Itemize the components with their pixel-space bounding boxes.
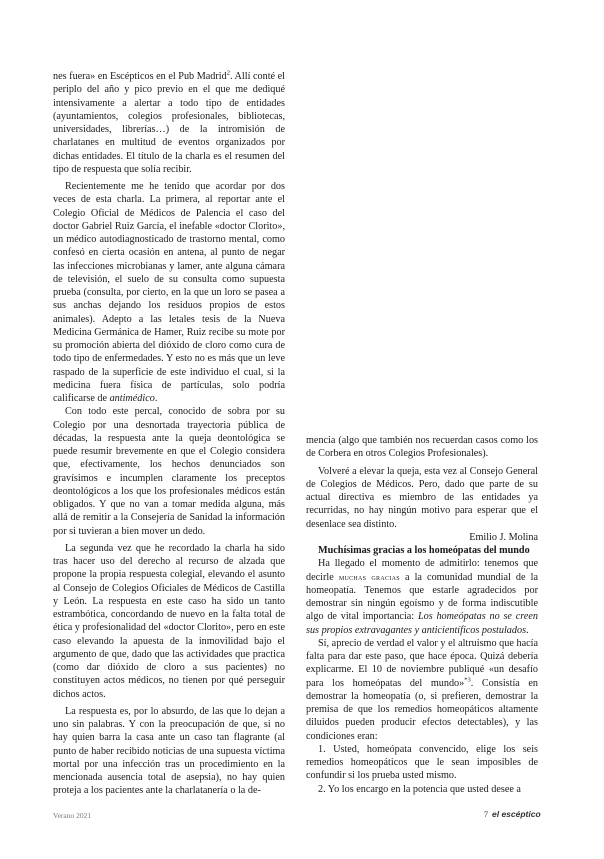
right-column	[306, 434, 538, 796]
footnote-ref: 2	[226, 69, 230, 77]
left-column	[53, 70, 285, 798]
paragraph: La segunda vez que he recordado la charla ha sido tras hacer uso del derecho al recurso de alzada que propone la propia respuesta colegial, elevando el asunto al Consejo de Colegios Oficiales de Médicos de Castilla y León. La respuesta en este caso ha sido un tanto estrambótica, concordando de nuevo en la falta total de ética y profesionalidad del «doctor Clorito», pero en este caso elevando la apuesta de la inmovilidad bajo el argumento de que, dado que las actividades que practica (como dar dióxido de cloro a sus pacientes) no constituyen actos médicos, no tienen por qué perseguir dichos actos.	[53, 542, 285, 700]
paragraph: Ha llegado el momento de admitirlo: tenemos que decirle muchas gracias a la comunidad mundial de la homeopatía. Tenemos que estarle agradecidos por demostrar sin ningún egoísmo y de forma indiscutible algo de vital importancia: Los homeópatas no se creen sus propios extravagantes y anticientíficos postulados.	[306, 558, 538, 636]
magazine-name: el escéptico	[492, 809, 541, 819]
paragraph: nes fuera» en Escépticos en el Pub Madrid$^2$. Allí conté el periplo del año y pico previo en el que me dediqué intensivamente a alertar a todo tipo de entidades (ayuntamientos, colegios profesionales, bibliotecas, universidades, librerías…) de la intromisión de charlatanes en multitud de eventos organizados por dichas entidades. El título de la charla es el resumen del tipo de respuesta que solía recibir.	[53, 69, 286, 175]
paragraph: mencia (algo que también nos recuerdan casos como los de Corbera en otros Colegios Profesionales).	[306, 435, 538, 460]
paragraph: Sí, aprecio de verdad el valor y el altruismo que hacía falta para dar este paso, que hace época. Quizá debería explicarme. El 10 de noviembre publiqué «un desafío para los homeópatas del mundo»$^{*3}$. Consistía en demostrar la homeopatía (o, si prefieren, demostrar la premisa de que los remedios homeopáticos altamente diluidos pueden producir efectos detectables), y las condiciones eran:	[306, 637, 538, 742]
page-number: 7	[484, 810, 488, 819]
author-signature: Emilio J. Molina	[469, 531, 538, 543]
list-item: 2. Yo los encargo en la potencia que usted desee a	[318, 783, 521, 795]
footnote-ref: *3	[464, 676, 471, 684]
paragraph: Volveré a elevar la queja, esta vez al Consejo General de Colegios de Médicos. Pero, dado que parte de su actual directiva es miembro de las entidades ya recurridas, no hay ningún motivo para esperar que el desenlace sea distinto.	[306, 465, 538, 530]
page-footer	[484, 809, 541, 819]
section-title: Muchísimas gracias a los homeópatas del mundo	[318, 545, 530, 556]
paragraph: Recientemente me he tenido que acordar por dos veces de esta charla. La primera, al reportar ante el Colegio Oficial de Médicos de Palencia el caso del doctor Gabriel Ruiz García, el inefable «doctor Clorito», un médico autodiagnosticado de trastorno mental, como confesó en cierta ocasión en antena, al punto de negar las infecciones microbianas y lamer, ante alguna cámara de televisión, el suelo de su consulta como supuesta prueba (consulta, por cierto, en la que un loro se pasea a sus anchas dejando los residuos propios de estos animales). Adepto a las letales tesis de la Nueva Medicina Germánica de Hamer, Ruiz recibe su mote por su promoción abierta del dióxido de cloro como cura de todo tipo de enfermedades. Y esto no es más que un leve raspado de la superficie de este individuo el cual, si la medicina fuera física de partículas, solo podría calificarse de antimédico.	[53, 181, 285, 404]
paragraph: Con todo este percal, conocido de sobra por su Colegio por una desnortada trayectoria pública de décadas, la respuesta ante la queja deontológica se puede resumir brevemente en que el Colegio considera que, efectivamente, los hechos denunciados son gravísimos e incumplen claramente los preceptos deontológicos a los que los profesionales médicos están obligados. Y que no van a tomar medida alguna, más allá de remitir a la Consejería de Sanidad la información por si tuvieran a bien mover un dedo.	[53, 406, 285, 537]
list-item: 1. Usted, homeópata convencido, elige los seis remedios homeopáticos que le sean imposibles de confundir si los prueba usted mismo.	[306, 743, 538, 782]
paragraph: La respuesta es, por lo absurdo, de las que lo dejan a uno sin palabras. Y con la preocupación de que, si no hay quien barra la casa ante un caso tan flagrante (al punto de haber recibido noticias de una supuesta víctima mortal por una infección tras un procedimiento en la mencionada ausencia total de asepsia), no hay quien proteja a los pacientes ante la charlatanería o la de-	[53, 705, 285, 797]
issue-label: Verano 2021	[53, 811, 92, 820]
